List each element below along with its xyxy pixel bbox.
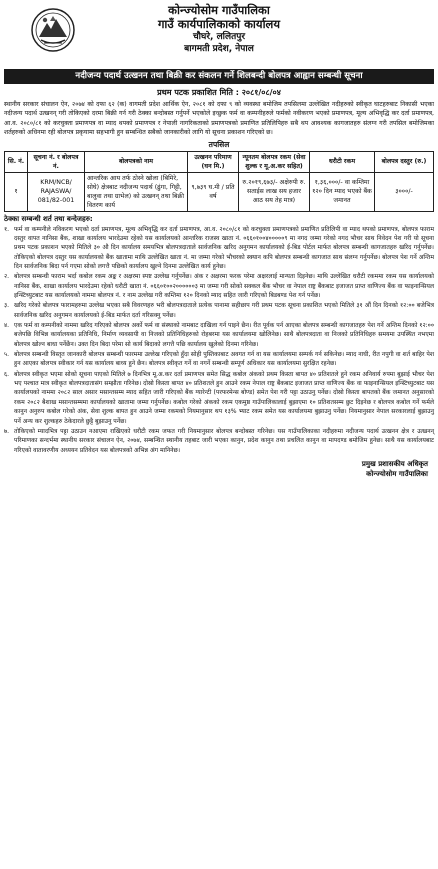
cell-sn: १	[5, 172, 28, 211]
list-item	[4, 225, 434, 272]
list-item	[4, 370, 434, 426]
condition-text: एक फर्म वा कम्पनीको नाममा खरिद गरिएको बोलपत्र अर्को फर्म वा संस्थाको नामबाट दाखिला गर्न पाइने छैन। रीत पूर्वक पर्न आएका बोलपत्र सम्बन्धी कागजातहरु पेश गर्ने अन्तिम दिनको १२:०० बजेपछि विभिन्न कार्यालयका प्रतिनिधि, निर्माण व्यवसायी वा निजको प्रतिनिधिहरुको रोहबरमा यस कार्यालयमा खोलिनेछ। साथै बोलपत्रदाता वा निजको प्रतिनिधिहरु समयमा उपस्थित नभएमा बोलपत्र खोल्न बाधा पर्नेछैन। उक्त दिन बिदा परेमा सो कार्य बिदाको लगत्तै पछि कार्यालय खुलेको दिनमा गरिनेछ।	[14, 322, 434, 348]
condition-number: १.	[4, 225, 10, 233]
list-item	[4, 350, 434, 369]
cell-fee: ३०००/-	[375, 172, 434, 211]
list-item	[4, 272, 434, 300]
condition-number: ६.	[4, 370, 10, 378]
cell-deposit: १,३६,०००/- वा कम्तिमा १२० दिन म्याद भएको बैंक जमानत	[310, 172, 375, 211]
signatory-title: प्रमुख प्रशासकीय अधिकृत	[361, 459, 428, 468]
list-item	[4, 321, 434, 349]
table-row	[5, 172, 434, 211]
condition-text: बोलपत्र सम्बन्धी फाराम भर्दा कबोल रकम अङ्क र अक्षरमा स्पष्ट उल्लेख गर्नुपर्नेछ। अंक र अक्षरमा फरक परेमा अक्षरलाई मान्यता दिइनेछ। माथि उल्लेखित धरौटी रकममा रकम यस कार्यालयको नानिसा बैंक, शाखा कार्यालय भारदेउमा रहेको धरौटी खाता नं. ०६६०१००२००००००३ मा जम्मा गरी सोको सक्कल बैंक भौचर वा नेपाल राष्ट्र बैंकबाट इजाजत प्राप्त वाणिज्य बैंक वा फाइनान्सियल इन्स्टिच्युटबाट यस कार्यालयको नाममा बोलपत्र नं. र नाम उल्लेख गरी कम्तिमा १२० दिनको म्याद सहित जारी गरिएको बिडबण्ड पेश गर्न पर्नेछ।	[14, 273, 434, 300]
publish-date: प्रथम पटक प्रकाशित मिति : २०८१/०८/०४	[157, 88, 281, 97]
bid-table	[4, 151, 434, 212]
notice-title: नदीजन्य पदार्थ उत्खनन तथा बिक्री कर संकलन गर्ने शिलबन्दी बोलपत्र आह्वान सम्बन्धी सूचना	[4, 69, 434, 84]
nepal-emblem-icon	[30, 7, 76, 53]
signatory-office: कोन्ज्योसोम गाउँपालिका	[366, 469, 428, 478]
condition-number: ३.	[4, 302, 10, 310]
col-header-min-amount: न्यूनतम बोलपत्र रकम (सेवा शुल्क र मू.अ.कर सहित)	[239, 151, 310, 172]
signature-block	[4, 459, 434, 479]
table-header-row	[5, 151, 434, 172]
letterhead	[4, 3, 434, 65]
col-header-bid-name: बोलपत्रको नाम	[85, 151, 188, 172]
office-name: गाउँ कार्यपालिकाको कार्यालय	[157, 17, 281, 31]
col-header-deposit: धरौटी रकम	[310, 151, 375, 172]
cell-bid-name: आन्तरिक आय तर्फ ठोस्ने खोला (बिमिरे, सोघे) क्षेत्रबाट नदीजन्य पदार्थ (ढुंगा, गिट्टी, बालुवा तथा ग्राभेल) को उत्खनन् तथा बिक्री वितरण कार्य	[85, 172, 188, 211]
condition-number: ७.	[4, 427, 10, 435]
col-header-fee: बोलपत्र दस्तुर (रु.)	[375, 151, 434, 172]
conditions-heading: ठेक्का सम्बन्धी शर्त तथा बन्देजहरु:	[4, 214, 93, 223]
condition-text: बोलपत्र स्वीकृत भएमा सोको सूचना पाएको मितिले ७ दिनभित्र मू.अ.कर दर्ता प्रमाणपत्र समेत सिद्ध कबोल अंकको प्रथम किस्ता बापत ४० प्रतिशतले हुने रकम अनिवार्य रुपमा बुझाई भौचर पेश भए पश्चात मात्र स्वीकृत बोलपत्रदातासंग सम्झौता गरिनेछ। दोस्रो किस्ता बापत ४० प्रतिशतले हुन आउने रकम नेपाल राष्ट्र बैंकबाट इजाजत प्राप्त वाणिज्य बैंक वा फाइनान्सियल इन्स्टिच्युटबाट यस कार्यालयको नाममा २०८२ साल असार मसान्तसम्म म्याद सहित जारी गरिएको बैंक ग्यारेन्टी (परफरमेन्स बोण्ड) समेत पेश गरी पट्टा उठाउनु पर्नेछ। दोस्रो किस्ता बापतको बैंक जमानत अनुसारको रकम २०८२ बैशाख मसान्तसम्ममा कार्यालयको खातामा जम्मा गर्नुपर्नेछ। कबोल गरेको अंकको रकम एकमुष्ठ गाउँपालिकालाई बुझाएमा १० प्रतिशतसम्म छुट दिइनेछ र बोलपत्र कबोल गर्ने फर्मले कानुन अनुरुप कबोल गरेको अंक, सेवा शुल्क बापत हुन आउने जम्मा रकमको नियमानुसार थप १३% भ्याट रकम समेत यस कार्यालयमा बुझाउनु पर्नेछ। नियमानुसार नेपाल सरकारलाई बुझाउनु पर्ने अन्य कर शुल्कहरु ठेकेदारले छुट्टै बुझाउनु पर्नेछ।	[14, 370, 434, 425]
col-header-sn: सि. नं.	[5, 151, 28, 172]
col-header-notice-no: सूचना नं. र बोलपत्र नं.	[28, 151, 85, 172]
intro-paragraph: स्थानीय सरकार संचालन ऐन, २०७४ को दफा ६२ (क) वागमती प्रदेश आर्थिक ऐन, २०८१ को दफा ९ को व्यवस्था बमोजिम तपसिलमा उल्लेखित नदीहरुको स्वीकृत घाटहरुबाट निकासी भएका नदीजन्य पदार्थ उत्खनन् गरी तोकिएको दरमा बिक्री गर्न गरी ठेक्का बन्दोबस्त गर्नुपर्ने भएकोले इच्छुक फर्म वा कम्पनीहरुले फर्मको नवीकरण भएको प्रमाणपत्र, मूल्य अभिवृद्धि कर दर्ता प्रमाणपत्र, आ.व. २०८०/८१ को करचुक्ता प्रमाणपत्र वा म्याद थपको प्रमाणपत्र र नेपाली नागरिकताको प्रमाणपत्रको प्रमाणित प्रतिलिपिहरु सबै थप आवश्यक कागजातहरु संलग्न गरी तपसिल बमोजिमका शर्तहरुको अधिनमा रही बोलपत्र प्रकृयामा सहभागी हुन सम्बन्धित सबैको जानकारीको लागि यो सूचना प्रकाशन गरिएको छ।	[4, 101, 434, 137]
condition-text: बोलपत्र सम्बन्धी विस्तृत जानकारी बोलपत्र सम्बन्धी फारममा उल्लेख गरिएको हुँदा सोही पुस्तिकाबाट अवगत गर्न वा यस कार्यालयमा सम्पर्क गर्न सकिनेछ। म्याद नाघी, रीत नपुगी वा शर्त बाहिर पेश हुन आएका बोलपत्र स्वीकार गर्न यस कार्यालय बाध्य हुने छैन। बोलपत्र स्वीकृत गर्ने वा नगर्ने सम्बन्धी सम्पूर्ण अधिकार यस कार्यालयमा सुरक्षित रहनेछ।	[14, 351, 434, 368]
cell-notice-no: KRM/NCB/ RAJASWA/ 081/82-001	[28, 172, 85, 211]
condition-number: ४.	[4, 322, 10, 330]
cell-quantity: ९,७३९ घ.मी / प्रति वर्ष	[188, 172, 239, 211]
municipality-name: कोन्ज्योसोम गाउँपालिका	[168, 3, 270, 17]
cell-min-amount: रु.२०१९,६७३/- अक्षेरुपी रु. सताईस लाख सय हजार आठ सय तेह मात्र)	[239, 172, 310, 211]
province-country: बागमती प्रदेश, नेपाल	[184, 44, 254, 54]
condition-number: २.	[4, 273, 10, 281]
condition-number: ५.	[4, 351, 10, 359]
conditions-list	[4, 225, 434, 455]
list-item	[4, 301, 434, 320]
office-address: चौघरे, ललितपुर	[192, 32, 246, 42]
condition-text: तोकिएको म्यादभित्र पट्टा उठाउन नआएमा राखिएको धरौटी रकम जफत गरी नियमानुसार बोलपत्र बन्दोबस्त गरिनेछ। यस गाउँपालिकाका नदीहरुमा नदीजन्य पदार्थ उत्खनन क्षेत्र र उत्खनन् परिमाणका सन्दर्भमा स्थानीय सरकार संचालन ऐन, २०७४, सम्बन्धित स्थानीय तहबाट जारी भएका कानुन, प्रदेश कानुन तथा प्रचलित कानुन वा मापदण्ड बमोजिम हुनेछ। साथै यस कार्यालयबाट गरिएको वातावरणीय अध्ययन प्रतिवेदन यस बोलपत्रको अभिन्न अंग मानिनेछ।	[14, 427, 434, 454]
condition-text: फर्म वा कम्पनीले नविकरण भएको दर्ता प्रमाणपत्र, मूल्य अभिवृद्धि कर दर्ता प्रमाणपत्र, आ.व. २०८०/८१ को करचुक्ता प्रमाणपत्रको प्रमाणित प्रतिलिपी वा म्याद थपको प्रमाणपत्र, बोलपत्र फाराम दस्तुर वापत नानिसा बैंक, शाखा कार्यालय भारदेउमा रहेको यस कार्यालयको आन्तरिक राजस्व खाता नं. ०६६०१००४०००००९ मा नगद जम्मा गरेको नगद भौचर साथ निवेदन पेश गरी यो सूचना प्रथम पटक प्रकाशन भएको मितिले ३० औ दिन कार्यालय समयभित्र बोलपत्रदाताले सार्वजनिक खरिद अनुगमन कार्यालयको ई-बिड पोर्टल मार्फत बोलपत्र सम्बन्धी कागजातहरु खरिद गर्नुपर्नेछ। तोकिएको बोलपत्र दस्तुर यस कार्यालयको बैंक खातामा माथि उल्लेखित खाता नं. मा जम्मा गरेको भौचरको स्क्यान कपि बोलपत्र सम्बन्धी कागजात साथ संलग्न गर्नुपर्नेछ। बोलपत्र पेश गर्ने अन्तिम दिन सार्वजनिक बिदा पर्न गएमा सोको लगत्तै पछिको कार्यालय खुल्ने दिनमा उल्लेखित कार्य हुनेछ।	[14, 225, 434, 270]
list-item	[4, 427, 434, 455]
condition-text: खरिद गरेको बोलपत्र फारामहरुमा उल्लेख भएका सबै विवरणहरु भरी बोलपत्रदाताले प्रत्येक पानामा सहीछाप गरी प्रथम पटक सूचना प्रकाशित भएको मितिले ३१ औं दिन दिनको १२:०० बजेभित्र सार्वजनिक खरिद अनुगमन कार्यालयको ई-बिड मार्फत दर्ता गरिसक्नु पर्नेछ।	[14, 302, 434, 319]
col-header-quantity: उत्खनन परिमाण (घन मि.)	[188, 151, 239, 172]
table-title: तपसिल	[208, 139, 230, 149]
